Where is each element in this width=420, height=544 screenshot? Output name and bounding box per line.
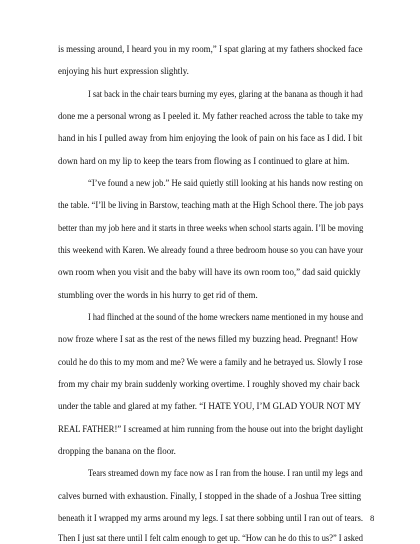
text-line: dropping the banana on the floor.	[58, 446, 176, 456]
text-line: now froze where I sat as the rest of the news filled my buzzing head. Pregnant! How	[58, 334, 358, 344]
text-line: from my chair my brain suddenly working overtime. I roughly shoved my chair back	[58, 379, 360, 389]
text-line: “I’ve found a new job.” He said quietly still looking at his hands now resting on	[88, 178, 363, 188]
text-line: I had flinched at the sound of the home wreckers name mentioned in my house and	[88, 312, 364, 322]
text-line: beneath it I wrapped my arms around my legs. I sat there sobbing until I ran out of tears.	[58, 513, 363, 523]
text-line: I sat back in the chair tears burning my eyes, glaring at the banana as though it had	[88, 89, 363, 99]
text-line: enjoying his hurt expression slightly.	[58, 66, 189, 76]
text-line: under the table and glared at my father. “I HATE YOU, I’M GLAD YOUR NOT MY	[58, 401, 362, 411]
text-line: own room when you visit and the baby will have its own room too,” dad said quickly	[58, 267, 361, 277]
text-line: done me a personal wrong as I peeled it. My father reached across the table to take my	[58, 111, 364, 121]
text-line: better than my job here and it starts in three weeks when school starts again. I’ll be moving	[58, 223, 364, 233]
text-line: this weekend with Karen. We already found a three bedroom house so you can have your	[58, 245, 364, 255]
text-line: Then I just sat there until I felt calm enough to get up. “How can he do this to us?” I asked	[58, 533, 363, 543]
text-line: stumbling over the words in his hurry to get rid of them.	[58, 290, 258, 300]
text-line: REAL FATHER!” I screamed at him running from the house out into the bright daylight	[58, 424, 364, 434]
text-line: could he do this to my mom and me? We were a family and he betrayed us. Slowly I rose	[58, 357, 363, 367]
text-line: down hard on my lip to keep the tears from flowing as I continued to glare at him.	[58, 156, 350, 166]
text-line: Tears streamed down my face now as I ran from the house. I ran until my legs and	[88, 468, 363, 478]
page-number: 8	[370, 513, 375, 523]
text-line: the table. “I’ll be living in Barstow, teaching math at the High School there. The job pays	[58, 200, 364, 210]
text-line: hand in his I pulled away from him enjoying the look of pain on his face as I did. I bit	[58, 133, 363, 143]
text-line: calves burned with exhaustion. Finally, I stopped in the shade of a Joshua Tree sitting	[58, 491, 362, 501]
text-line: is messing around, I heard you in my room,” I spat glaring at my fathers shocked face	[58, 44, 363, 54]
